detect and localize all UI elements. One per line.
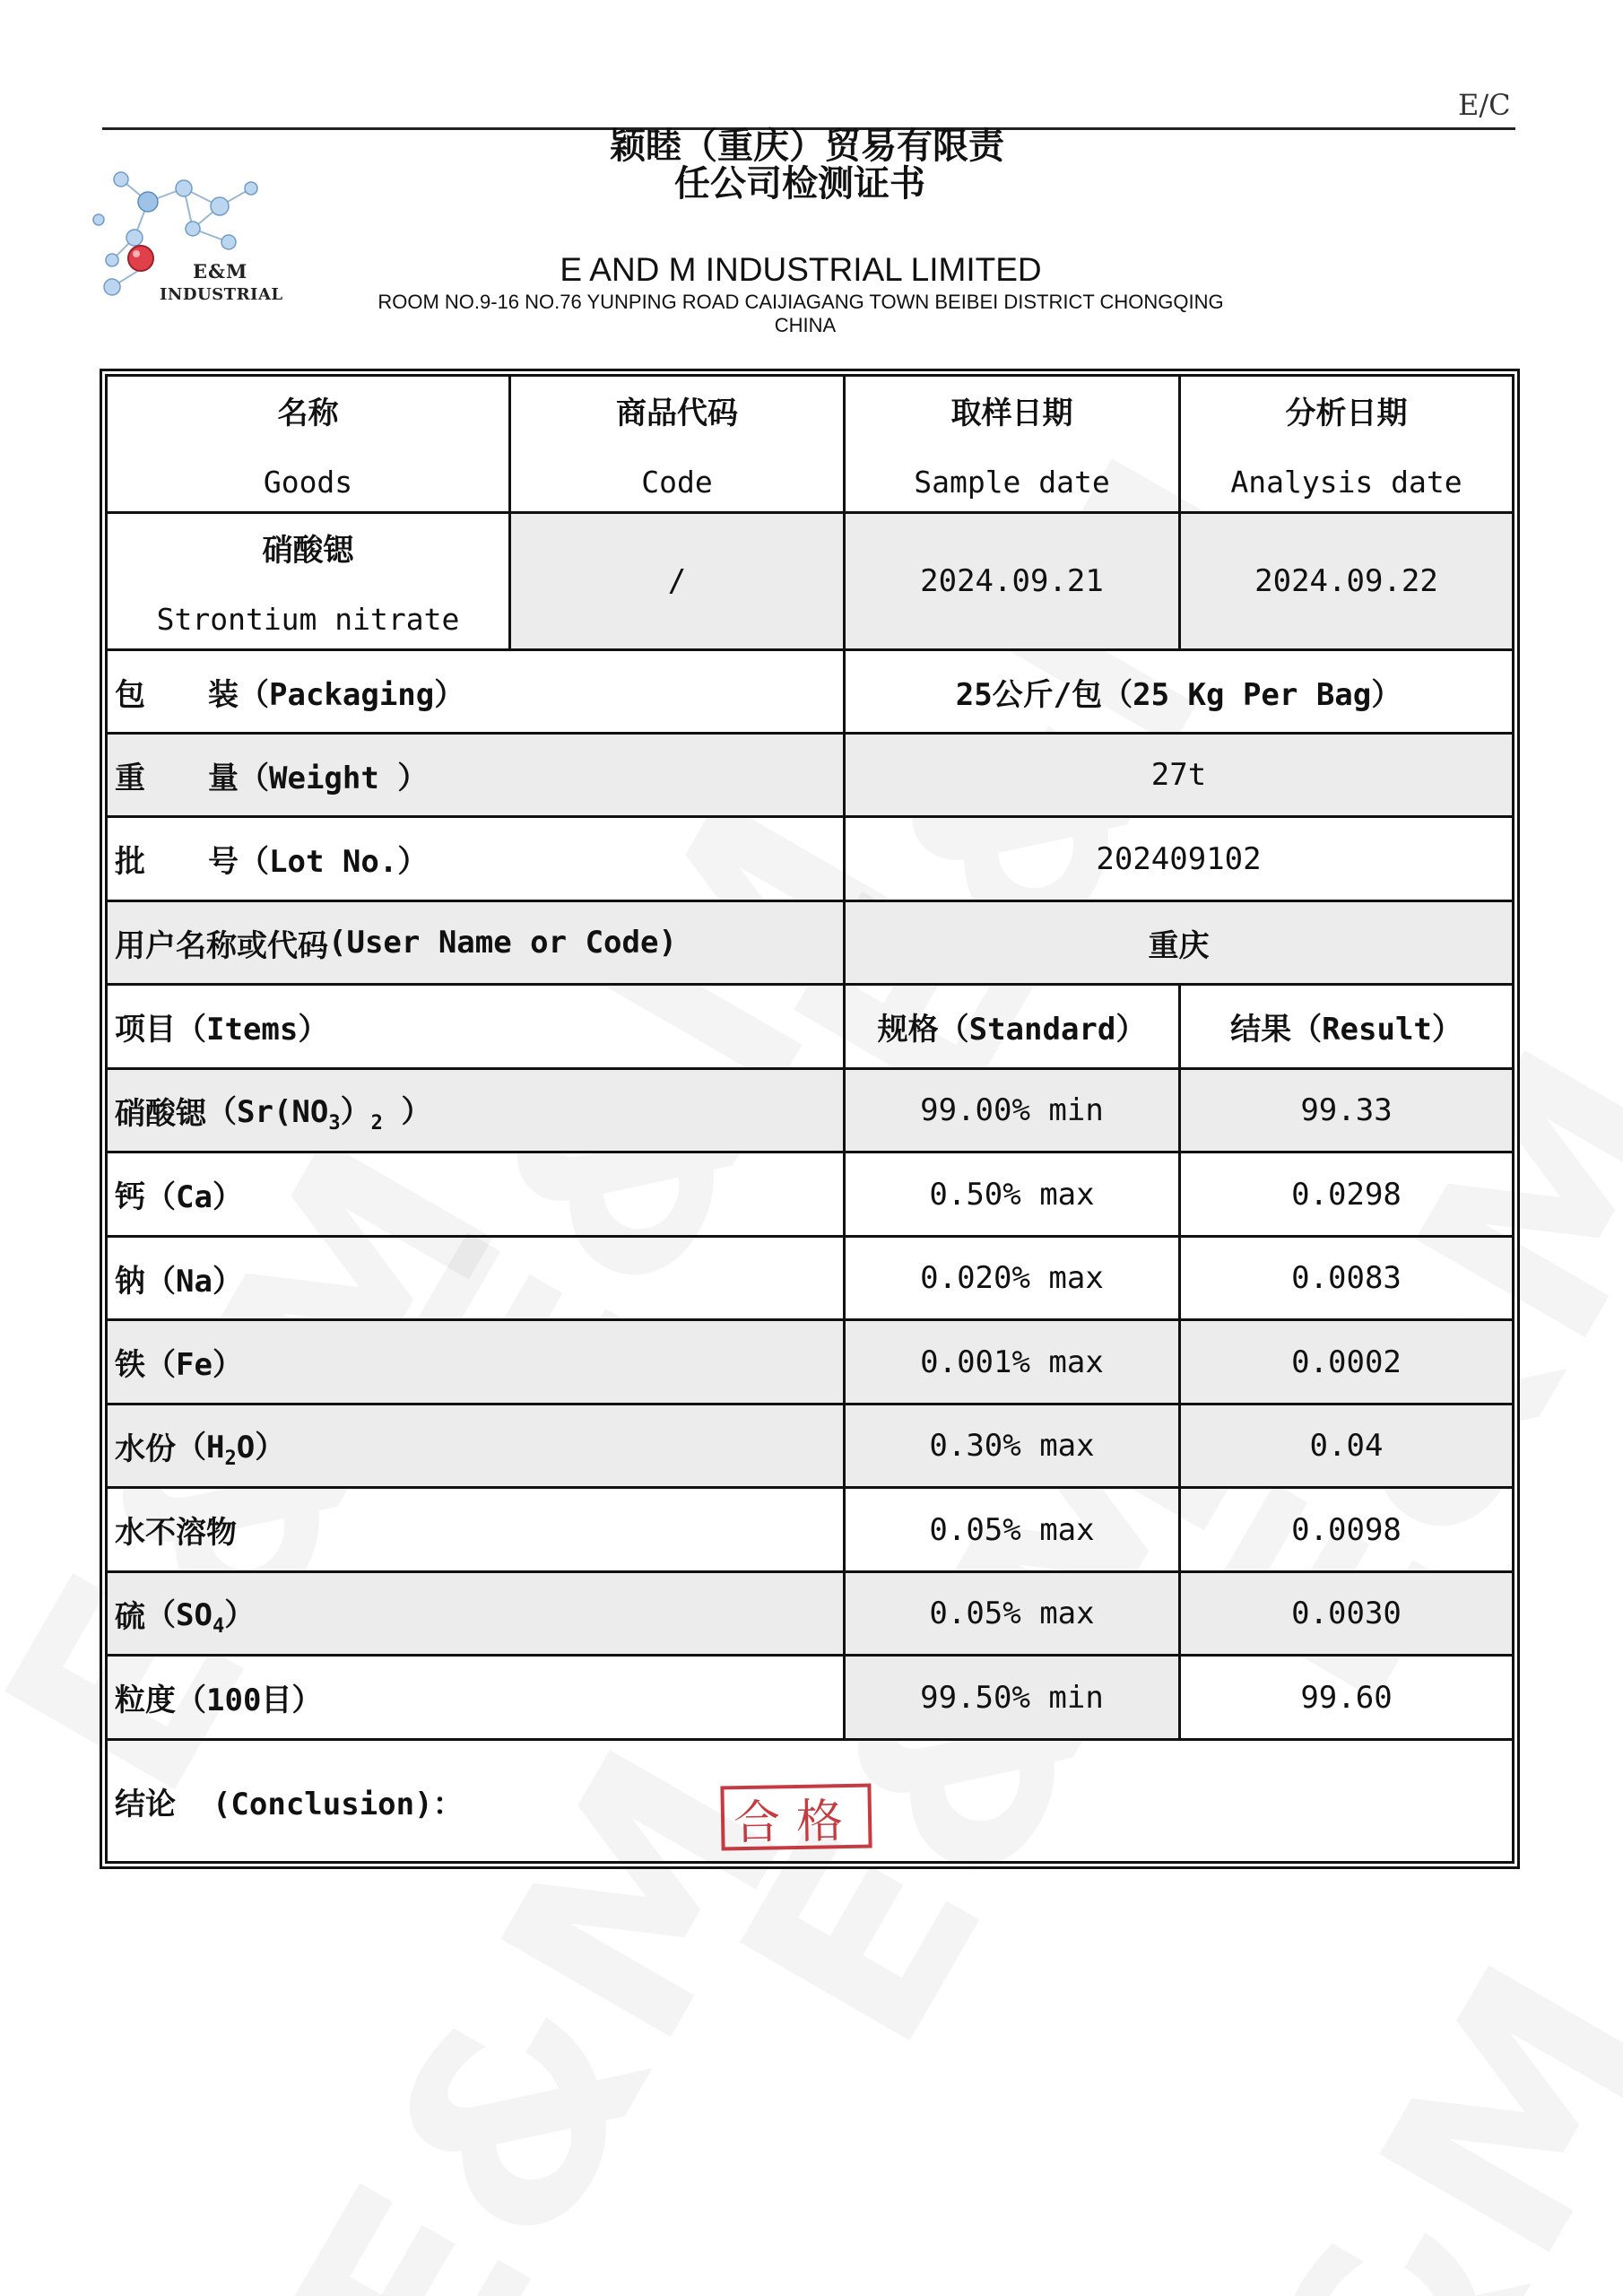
company-name: E AND M INDUSTRIAL LIMITED (560, 251, 1042, 288)
label-en: （Na） (145, 1263, 243, 1300)
item-standard: 0.50% max (843, 1151, 1181, 1238)
label-cn: 钠 (115, 1263, 145, 1300)
label-cn: 钙 (115, 1179, 145, 1215)
item-standard: 99.50% min (843, 1654, 1181, 1741)
header-cn: 分析日期 (1285, 396, 1408, 431)
label-cn: 铁 (115, 1347, 145, 1383)
item-standard: 0.30% max (843, 1403, 1181, 1489)
header-cn: 名称 (277, 396, 339, 431)
item-row-label (105, 1403, 846, 1489)
label-en: （Fe） (145, 1347, 243, 1383)
goods-name (105, 511, 511, 651)
header-en: Analysis date (1230, 465, 1462, 500)
item-result: 0.0298 (1178, 1151, 1515, 1238)
header-text: 结果（Result） (1230, 1012, 1462, 1048)
items-header-item (105, 983, 846, 1070)
label-en: （Packaging） (239, 676, 465, 713)
label-cn: 用户名称或代码 (115, 927, 328, 964)
goods-name-en: Strontium nitrate (156, 602, 460, 637)
item-row-label (105, 1067, 846, 1153)
item-standard: 0.05% max (843, 1486, 1181, 1573)
company-address-country: CHINA (774, 314, 837, 336)
header-text: 规格（Standard） (877, 1012, 1147, 1048)
header-sample-date (843, 374, 1181, 514)
header-en: Code (641, 465, 713, 500)
header-analysis-date (1178, 374, 1515, 514)
logo-text: E&M (193, 260, 248, 283)
item-result: 0.04 (1178, 1403, 1515, 1489)
sample-date: 2024.09.21 (843, 511, 1181, 651)
item-standard: 0.001% max (843, 1318, 1181, 1405)
logo-subtext: INDUSTRIAL (160, 285, 283, 304)
value-text: 25公斤/包（25 Kg Per Bag） (955, 676, 1402, 713)
item-standard: 0.020% max (843, 1235, 1181, 1321)
goods-name-cn: 硝酸锶 (262, 533, 354, 569)
label-en: （Lot No.） (239, 844, 429, 880)
title-line-2: 任公司检测证书 (674, 163, 925, 204)
item-row-label (105, 1486, 846, 1573)
label-cn: 重 (115, 760, 145, 796)
title-line-1: 颖睦（重庆）贸易有限责 (610, 126, 1004, 167)
watermark (1112, 1917, 1623, 2296)
label-cn: 水份 (115, 1431, 176, 1467)
label-en: （100目） (176, 1683, 323, 1718)
label-cn: 批 (115, 844, 145, 880)
label-en: （Weight ） (239, 760, 429, 796)
pass-stamp: 合格 (720, 1784, 872, 1851)
label-en: $(H_2O)$ (176, 1429, 286, 1470)
items-header-standard (843, 983, 1181, 1070)
conclusion-label-en: (Conclusion)： (176, 1786, 464, 1822)
header-code (508, 374, 846, 514)
page-title (610, 127, 1112, 203)
company-address: ROOM NO.9-16 NO.76 YUNPING ROAD CAIJIAGANG TOWN BEIBEI DISTRICT CHONGQING (378, 291, 1224, 313)
item-result: 0.0083 (1178, 1235, 1515, 1321)
lot-label (105, 815, 846, 902)
user-label (105, 900, 846, 986)
label-cn: 包 (115, 676, 145, 713)
conclusion-label-cn: 结论 (115, 1786, 176, 1822)
lot-value: 202409102 (843, 815, 1515, 902)
header-text: 项目（Items） (115, 1012, 329, 1048)
analysis-date: 2024.09.22 (1178, 511, 1515, 651)
label-cn: 硝酸锶 (115, 1095, 206, 1132)
label-en: （Ca） (145, 1179, 243, 1215)
item-row-label (105, 1570, 846, 1657)
item-row-label (105, 1235, 846, 1321)
items-header-result (1178, 983, 1515, 1070)
label-en: $(SO_4)$ (145, 1596, 256, 1638)
label-en: （$Sr(NO_3)_2$ ） (206, 1093, 432, 1135)
item-result: 0.0030 (1178, 1570, 1515, 1657)
label-cn: 量 (208, 760, 239, 796)
label-en: (User Name or Code) (328, 925, 677, 961)
label-cn: 装 (208, 676, 239, 713)
item-standard: 99.00% min (843, 1067, 1181, 1153)
header-cn: 商品代码 (616, 396, 738, 431)
packaging-value (843, 648, 1515, 735)
document-code: E/C (1458, 88, 1511, 122)
item-row-label (105, 1654, 846, 1741)
item-standard: 0.05% max (843, 1570, 1181, 1657)
item-result: 99.60 (1178, 1654, 1515, 1741)
label-cn: 粒度 (115, 1683, 176, 1718)
packaging-label (105, 648, 846, 735)
label-cn: 硫 (115, 1598, 145, 1635)
user-value (843, 900, 1515, 986)
value-text: 重庆 (1148, 927, 1210, 964)
goods-code: / (508, 511, 846, 651)
item-result: 99.33 (1178, 1067, 1515, 1153)
label-cn: 水不溶物 (115, 1515, 237, 1551)
item-result: 0.0002 (1178, 1318, 1515, 1405)
weight-label (105, 732, 846, 818)
weight-value: 27t (843, 732, 1515, 818)
item-row-label (105, 1318, 846, 1405)
item-result: 0.0098 (1178, 1486, 1515, 1573)
header-cn: 取样日期 (950, 396, 1073, 431)
header-goods (105, 374, 511, 514)
item-row-label (105, 1151, 846, 1238)
header-en: Goods (263, 465, 353, 500)
header-en: Sample date (914, 465, 1110, 500)
label-cn: 号 (208, 844, 239, 880)
